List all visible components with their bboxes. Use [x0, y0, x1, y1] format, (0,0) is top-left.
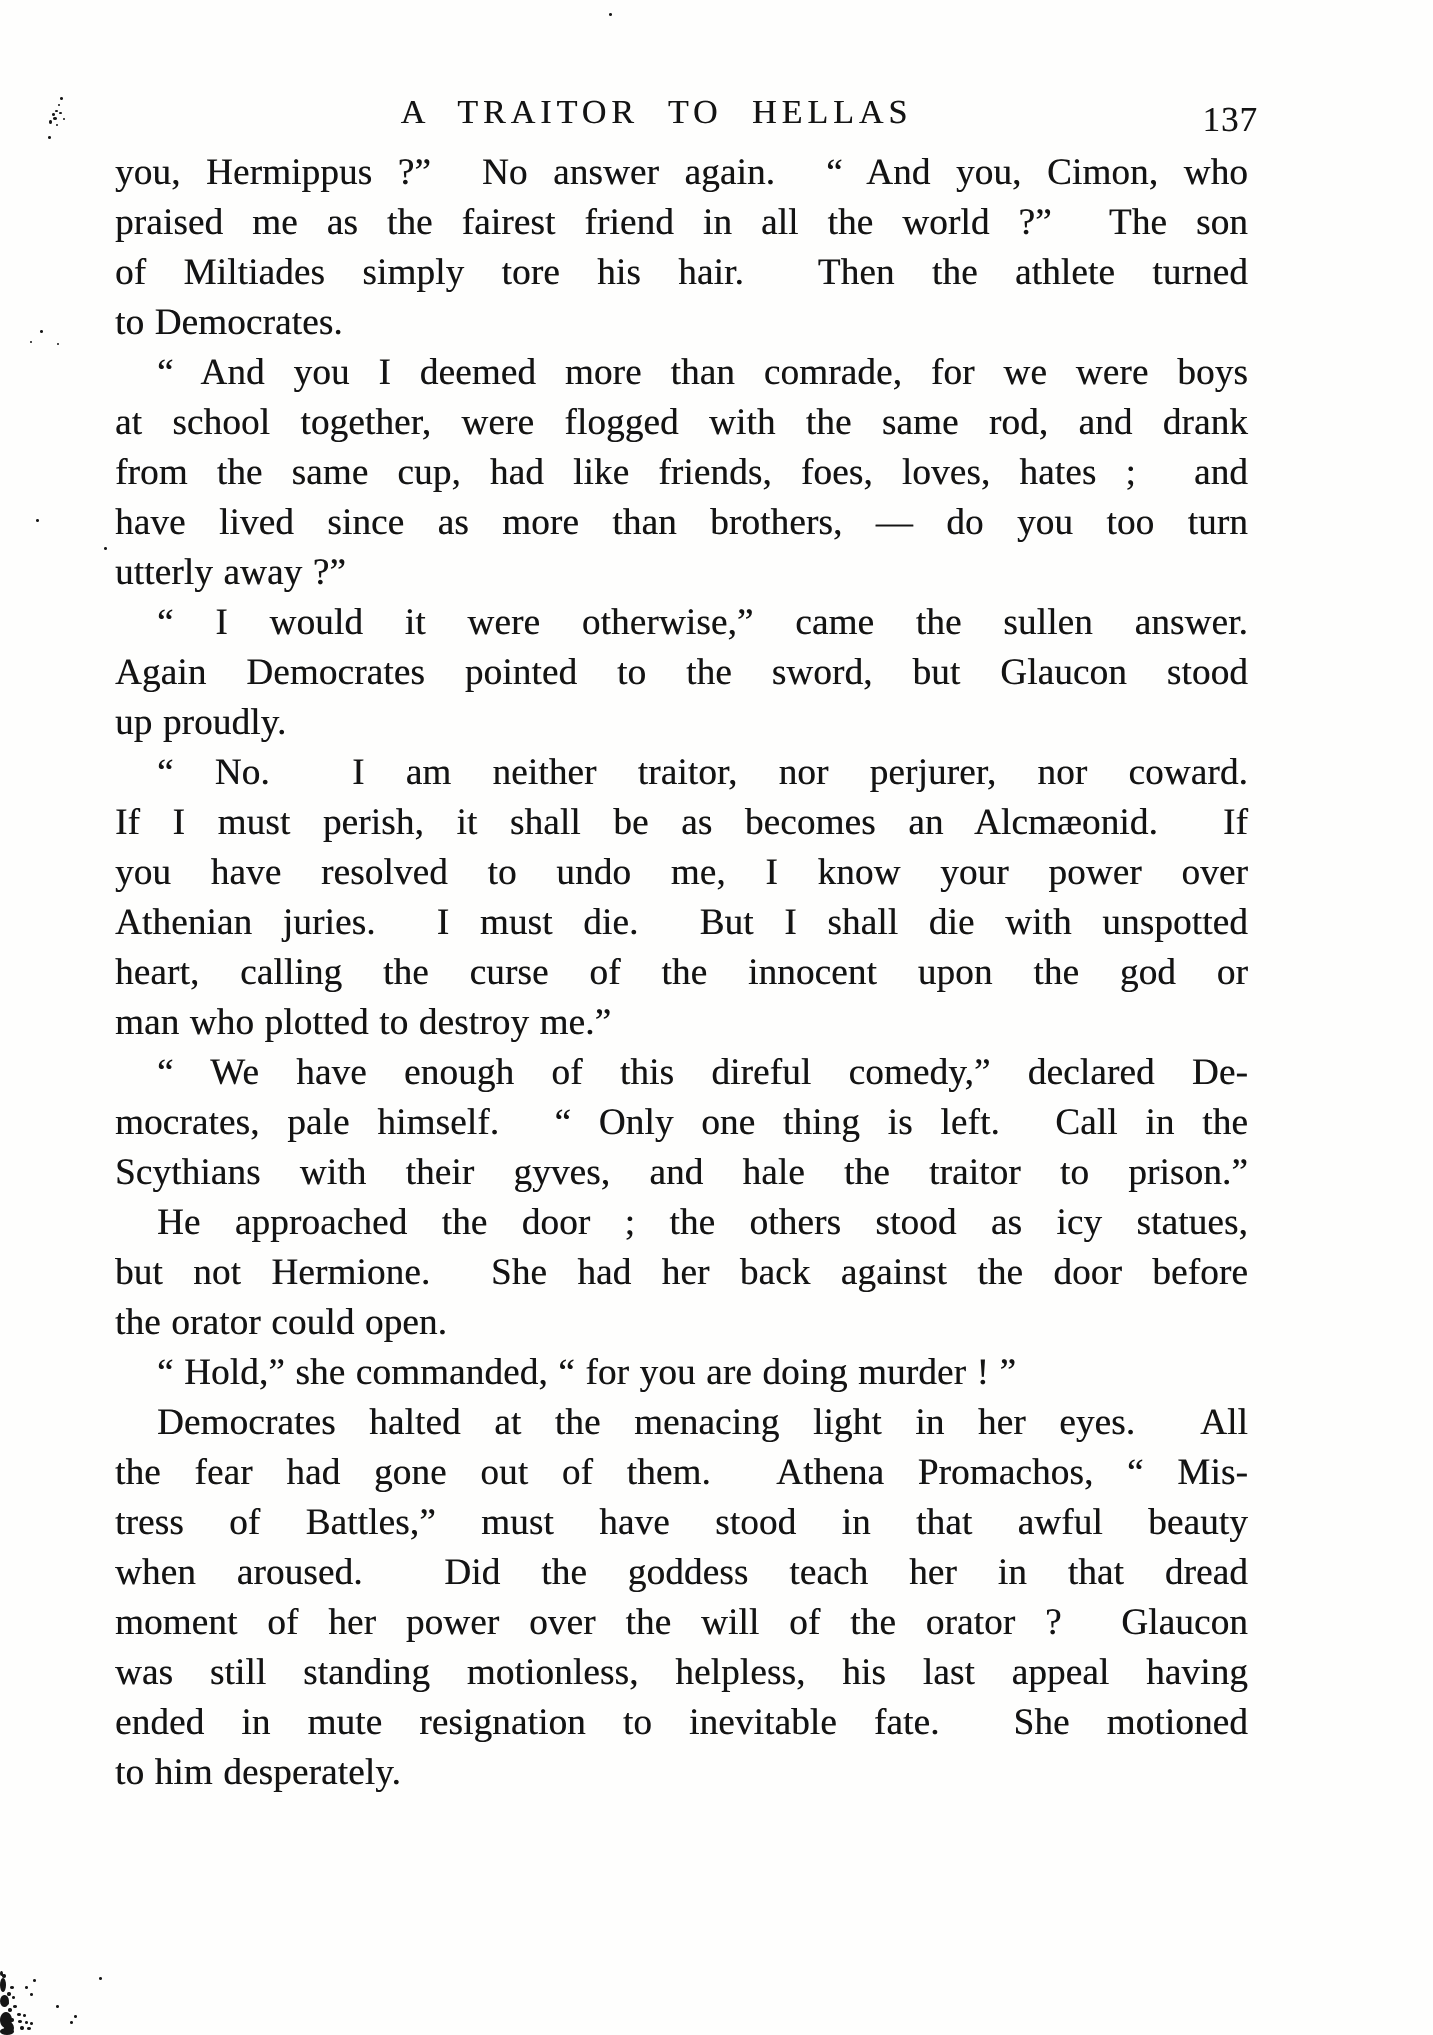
text-line: at school together, were flogged with the same rod, and drank	[115, 402, 1248, 443]
running-head	[115, 94, 1258, 144]
scan-speck	[55, 110, 58, 112]
text-line: have lived since as more than brothers, — do you too turn	[115, 502, 1248, 543]
text-line: mocrates, pale himself. “ Only one thing is left. Call in the	[115, 1102, 1248, 1143]
scan-speck	[23, 2014, 26, 2017]
text-line: when aroused. Did the goddess teach her in that dread	[115, 1552, 1248, 1593]
scan-speck	[60, 97, 63, 100]
text-line: “ We have enough of this direful comedy,” declared De-	[157, 1052, 1248, 1093]
text-line: up proudly.	[115, 702, 287, 743]
text-line: moment of her power over the will of the orator ? Glaucon	[115, 1602, 1248, 1643]
scan-speck	[27, 2027, 31, 2030]
scan-speck	[0, 2028, 14, 2035]
scan-speck	[63, 118, 65, 120]
text-line: tress of Battles,” must have stood in that awful beauty	[115, 1502, 1248, 1543]
scan-speck	[0, 1978, 6, 1992]
scan-speck	[58, 104, 60, 106]
text-line: “ Hold,” she commanded, “ for you are doing murder ! ”	[157, 1352, 1017, 1393]
scan-speck	[609, 13, 612, 16]
page-number: 137	[1202, 100, 1258, 139]
text-line: you, Hermippus ?” No answer again. “ And you, Cimon, who	[115, 152, 1248, 193]
scan-speck	[49, 120, 52, 124]
text-line: He approached the door ; the others stood as icy statues,	[157, 1202, 1248, 1243]
scan-speck	[104, 547, 107, 550]
scan-speck	[30, 1993, 33, 1996]
scan-speck	[25, 1986, 28, 1989]
scan-speck	[33, 1979, 36, 1982]
text-line: the orator could open.	[115, 1302, 448, 1343]
scan-speck	[13, 2005, 17, 2008]
text-line: but not Hermione. She had her back against the door before	[115, 1252, 1248, 1293]
text-line: ended in mute resignation to inevitable fate. She motioned	[115, 1702, 1248, 1743]
text-line: man who plotted to destroy me.”	[115, 1002, 612, 1043]
page-title: A TRAITOR TO HELLAS	[400, 94, 913, 131]
text-line: utterly away ?”	[115, 552, 346, 593]
text-line: from the same cup, had like friends, foes, loves, hates ; and	[115, 452, 1248, 493]
scan-speck	[99, 1977, 102, 1980]
scan-speck	[57, 343, 59, 345]
scan-speck	[53, 117, 57, 120]
scan-speck	[0, 1971, 3, 1976]
text-line: you have resolved to undo me, I know your power over	[115, 852, 1248, 893]
text-line: “ And you I deemed more than comrade, for we were boys	[157, 352, 1248, 393]
scan-speck	[56, 2005, 59, 2008]
scan-speck	[48, 136, 51, 139]
scan-speck	[17, 2013, 21, 2016]
text-line: of Miltiades simply tore his hair. Then the athlete turned	[115, 252, 1248, 293]
scan-speck	[30, 2022, 33, 2025]
scan-speck	[30, 341, 32, 343]
scan-speck	[8, 2008, 12, 2012]
scan-speck	[52, 113, 55, 116]
text-line: Again Democrates pointed to the sword, but Glaucon stood	[115, 652, 1248, 693]
scan-speck	[56, 124, 58, 126]
text-line: Athenian juries. I must die. But I shall die with unspotted	[115, 902, 1248, 943]
text-line: “ I would it were otherwise,” came the sullen answer.	[157, 602, 1248, 643]
scan-speck	[18, 2020, 22, 2023]
text-line: If I must perish, it shall be as becomes an Alcmæonid. If	[115, 802, 1248, 843]
text-line: praised me as the fairest friend in all the world ?” The son	[115, 202, 1248, 243]
scan-speck	[40, 330, 43, 333]
scan-speck	[25, 2021, 28, 2024]
scan-speck	[20, 2026, 24, 2030]
text-line: Scythians with their gyves, and hale the traitor to prison.”	[115, 1152, 1248, 1193]
text-line: “ No. I am neither traitor, nor perjurer, nor coward.	[157, 752, 1248, 793]
text-line: to him desperately.	[115, 1752, 401, 1793]
scan-speck	[7, 1992, 11, 1996]
text-line: the fear had gone out of them. Athena Promachos, “ Mis-	[115, 1452, 1248, 1493]
scan-speck	[70, 2021, 73, 2024]
scan-speck	[59, 112, 62, 114]
body-text	[115, 148, 1248, 1798]
text-line: was still standing motionless, helpless, his last appeal having	[115, 1652, 1248, 1693]
text-line: heart, calling the curse of the innocent upon the god or	[115, 952, 1248, 993]
scan-speck	[10, 1986, 14, 1989]
scan-speck	[12, 1996, 15, 1999]
text-line: Democrates halted at the menacing light in her eyes. All	[157, 1402, 1248, 1443]
text-line: to Democrates.	[115, 302, 343, 343]
scan-speck	[36, 519, 39, 522]
scan-speck	[74, 2015, 77, 2018]
scan-speck	[0, 1995, 9, 2007]
